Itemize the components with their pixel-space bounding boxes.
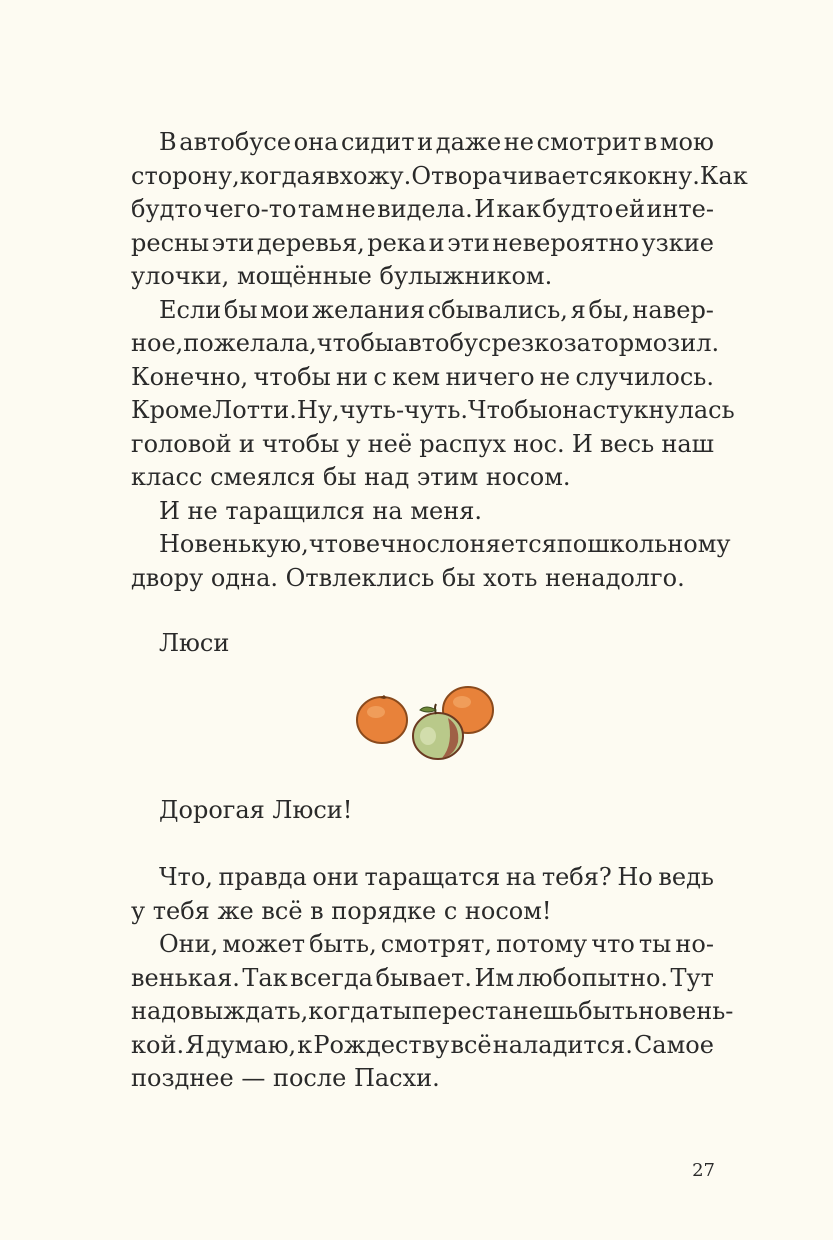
word: быть: [578, 997, 639, 1025]
word: Лотти.: [212, 396, 297, 424]
word: чуть-чуть.: [339, 396, 469, 424]
word: Тут: [670, 963, 714, 992]
text-line: [131, 193, 714, 227]
word: Ну,: [296, 396, 340, 424]
word: стукнулась: [592, 396, 735, 424]
word: Они,: [159, 930, 219, 958]
word: новень-: [638, 997, 734, 1025]
word: распух: [419, 429, 506, 458]
word: и: [417, 128, 434, 156]
word: В: [159, 128, 177, 156]
word: кой.: [131, 1030, 185, 1059]
word: И: [571, 429, 593, 458]
word: бы,: [588, 295, 630, 324]
text-line: [131, 962, 714, 996]
word: наладится.: [492, 1030, 633, 1059]
text-line: [131, 361, 714, 395]
word: случилось.: [575, 362, 714, 391]
word: сторону,: [131, 161, 240, 190]
word: Так: [242, 963, 288, 992]
word: Что,: [159, 863, 213, 891]
word: к: [617, 161, 633, 190]
text-line: позднее — после Пасхи.: [131, 1064, 440, 1092]
word: мою: [659, 128, 714, 156]
word: что: [591, 930, 635, 958]
word: Как: [699, 161, 748, 190]
word: она: [547, 396, 593, 424]
word: Им: [474, 963, 515, 992]
signature: Люси: [159, 629, 230, 657]
text-line: у тебя же всё в порядке с носом!: [131, 896, 552, 925]
text-line: [131, 995, 734, 1029]
word: наш: [661, 429, 714, 458]
word: весь: [599, 429, 655, 458]
word: эти: [447, 228, 490, 257]
word: головой: [131, 429, 232, 458]
word: не: [539, 362, 571, 391]
word: ресны: [131, 228, 210, 257]
word: инте-: [646, 195, 714, 223]
fruits-icon: [352, 680, 502, 765]
word: автобусе: [179, 128, 292, 156]
word: ное,: [131, 329, 184, 357]
word: смотрят,: [380, 930, 493, 958]
word: затормозил.: [563, 329, 720, 357]
word: автобус: [393, 329, 492, 357]
salutation-block: [131, 794, 714, 828]
word: когда: [308, 997, 380, 1025]
word: пожелала,: [183, 329, 317, 357]
word: у: [346, 429, 361, 458]
word: ни: [336, 362, 369, 391]
salutation: Дорогая Люси!: [159, 796, 353, 824]
word: Рождеству: [313, 1030, 450, 1059]
word: Самое: [633, 1030, 714, 1059]
word: Но: [617, 863, 653, 891]
text-line: [131, 160, 748, 194]
word: сбывались,: [427, 295, 568, 324]
word: вечно: [352, 530, 427, 558]
word: навер-: [632, 295, 714, 324]
word: вхожу.: [325, 161, 412, 190]
word: Если: [159, 295, 222, 324]
word: выждать,: [190, 997, 309, 1025]
word: тебя?: [541, 863, 612, 891]
word: чтобы: [253, 362, 331, 391]
word: там: [297, 195, 345, 223]
word: к: [297, 1030, 313, 1059]
word: школьному: [587, 530, 731, 558]
word: надо: [131, 997, 191, 1025]
word: Новенькую,: [159, 530, 309, 558]
word: не: [345, 195, 376, 223]
text-line: [131, 428, 714, 462]
word: я: [310, 161, 326, 190]
reply-body: [131, 861, 734, 1096]
text-line: класс смеялся бы над этим носом.: [131, 463, 571, 491]
word: они: [312, 863, 359, 891]
text-line: [131, 327, 720, 361]
word: венькая.: [131, 963, 240, 992]
word: река: [367, 228, 427, 257]
text-line: [131, 394, 735, 428]
word: ты: [638, 930, 672, 958]
word: ей: [614, 195, 645, 223]
text-line: улочки, мощённые булыжником.: [131, 262, 553, 290]
word: когда: [239, 161, 311, 190]
word: потому: [496, 930, 588, 958]
word: эти: [211, 228, 255, 257]
text-line: [131, 126, 714, 160]
word: и: [238, 429, 255, 458]
word: желания: [312, 295, 426, 324]
word: что: [308, 530, 353, 558]
text-line: двору одна. Отвлеклись бы хоть ненадолго.: [131, 563, 685, 592]
word: ведь: [658, 863, 714, 891]
letter-body: [131, 126, 748, 595]
word: нос.: [513, 429, 565, 458]
text-line: [131, 528, 731, 562]
word: бывает.: [375, 963, 472, 992]
paragraph: [131, 928, 734, 1096]
word: слоняется: [426, 530, 557, 558]
word: Кроме: [131, 396, 213, 424]
word: ты: [379, 997, 412, 1025]
word: невероятно: [492, 228, 640, 257]
word: окну.: [632, 161, 700, 190]
word: я: [570, 295, 586, 324]
word: с: [373, 362, 387, 391]
paragraph: [131, 126, 748, 294]
text-line: [131, 227, 714, 261]
word: как: [496, 195, 541, 223]
word: таращатся: [364, 863, 501, 891]
word: чего-то: [203, 195, 297, 223]
word: узкие: [641, 228, 714, 257]
paragraph: [131, 528, 731, 595]
word: может: [222, 930, 306, 958]
text-line: [131, 861, 714, 895]
word: перестанешь: [411, 997, 579, 1025]
word: думаю,: [205, 1030, 297, 1059]
word: И: [474, 195, 496, 223]
word: но-: [675, 930, 714, 958]
signature-block: [131, 627, 714, 661]
word: Конечно,: [131, 362, 249, 391]
word: на: [505, 863, 537, 891]
word: чтобы: [316, 329, 394, 357]
paragraph: [131, 495, 714, 529]
word: сидит: [341, 128, 415, 156]
word: всегда: [290, 963, 373, 992]
text-line: [131, 294, 714, 328]
word: бы: [223, 295, 258, 324]
word: она: [293, 128, 339, 156]
word: всё: [450, 1030, 492, 1059]
word: не: [503, 128, 534, 156]
text-line: [131, 1029, 714, 1063]
word: видела.: [377, 195, 473, 223]
word: неё: [367, 429, 413, 458]
word: любопытно.: [516, 963, 669, 992]
word: мои: [260, 295, 310, 324]
word: Отворачивается: [411, 161, 618, 190]
word: будто: [542, 195, 614, 223]
word: кем: [392, 362, 441, 391]
word: правда: [218, 863, 307, 891]
page-number: 27: [692, 1160, 715, 1181]
word: смотрит: [536, 128, 642, 156]
word: резко: [491, 329, 564, 357]
word: по: [556, 530, 588, 558]
word: в: [643, 128, 658, 156]
text-line: [131, 928, 714, 962]
word: ничего: [445, 362, 535, 391]
word: будто: [131, 195, 203, 223]
word: Я: [185, 1030, 205, 1059]
word: быть,: [309, 930, 377, 958]
text-line: И не таращился на меня.: [159, 496, 482, 525]
word: деревья,: [256, 228, 365, 257]
word: и: [428, 228, 445, 257]
paragraph: [131, 294, 735, 495]
word: чтобы: [262, 429, 340, 458]
paragraph: [131, 861, 714, 928]
word: Чтобы: [468, 396, 548, 424]
word: даже: [435, 128, 502, 156]
